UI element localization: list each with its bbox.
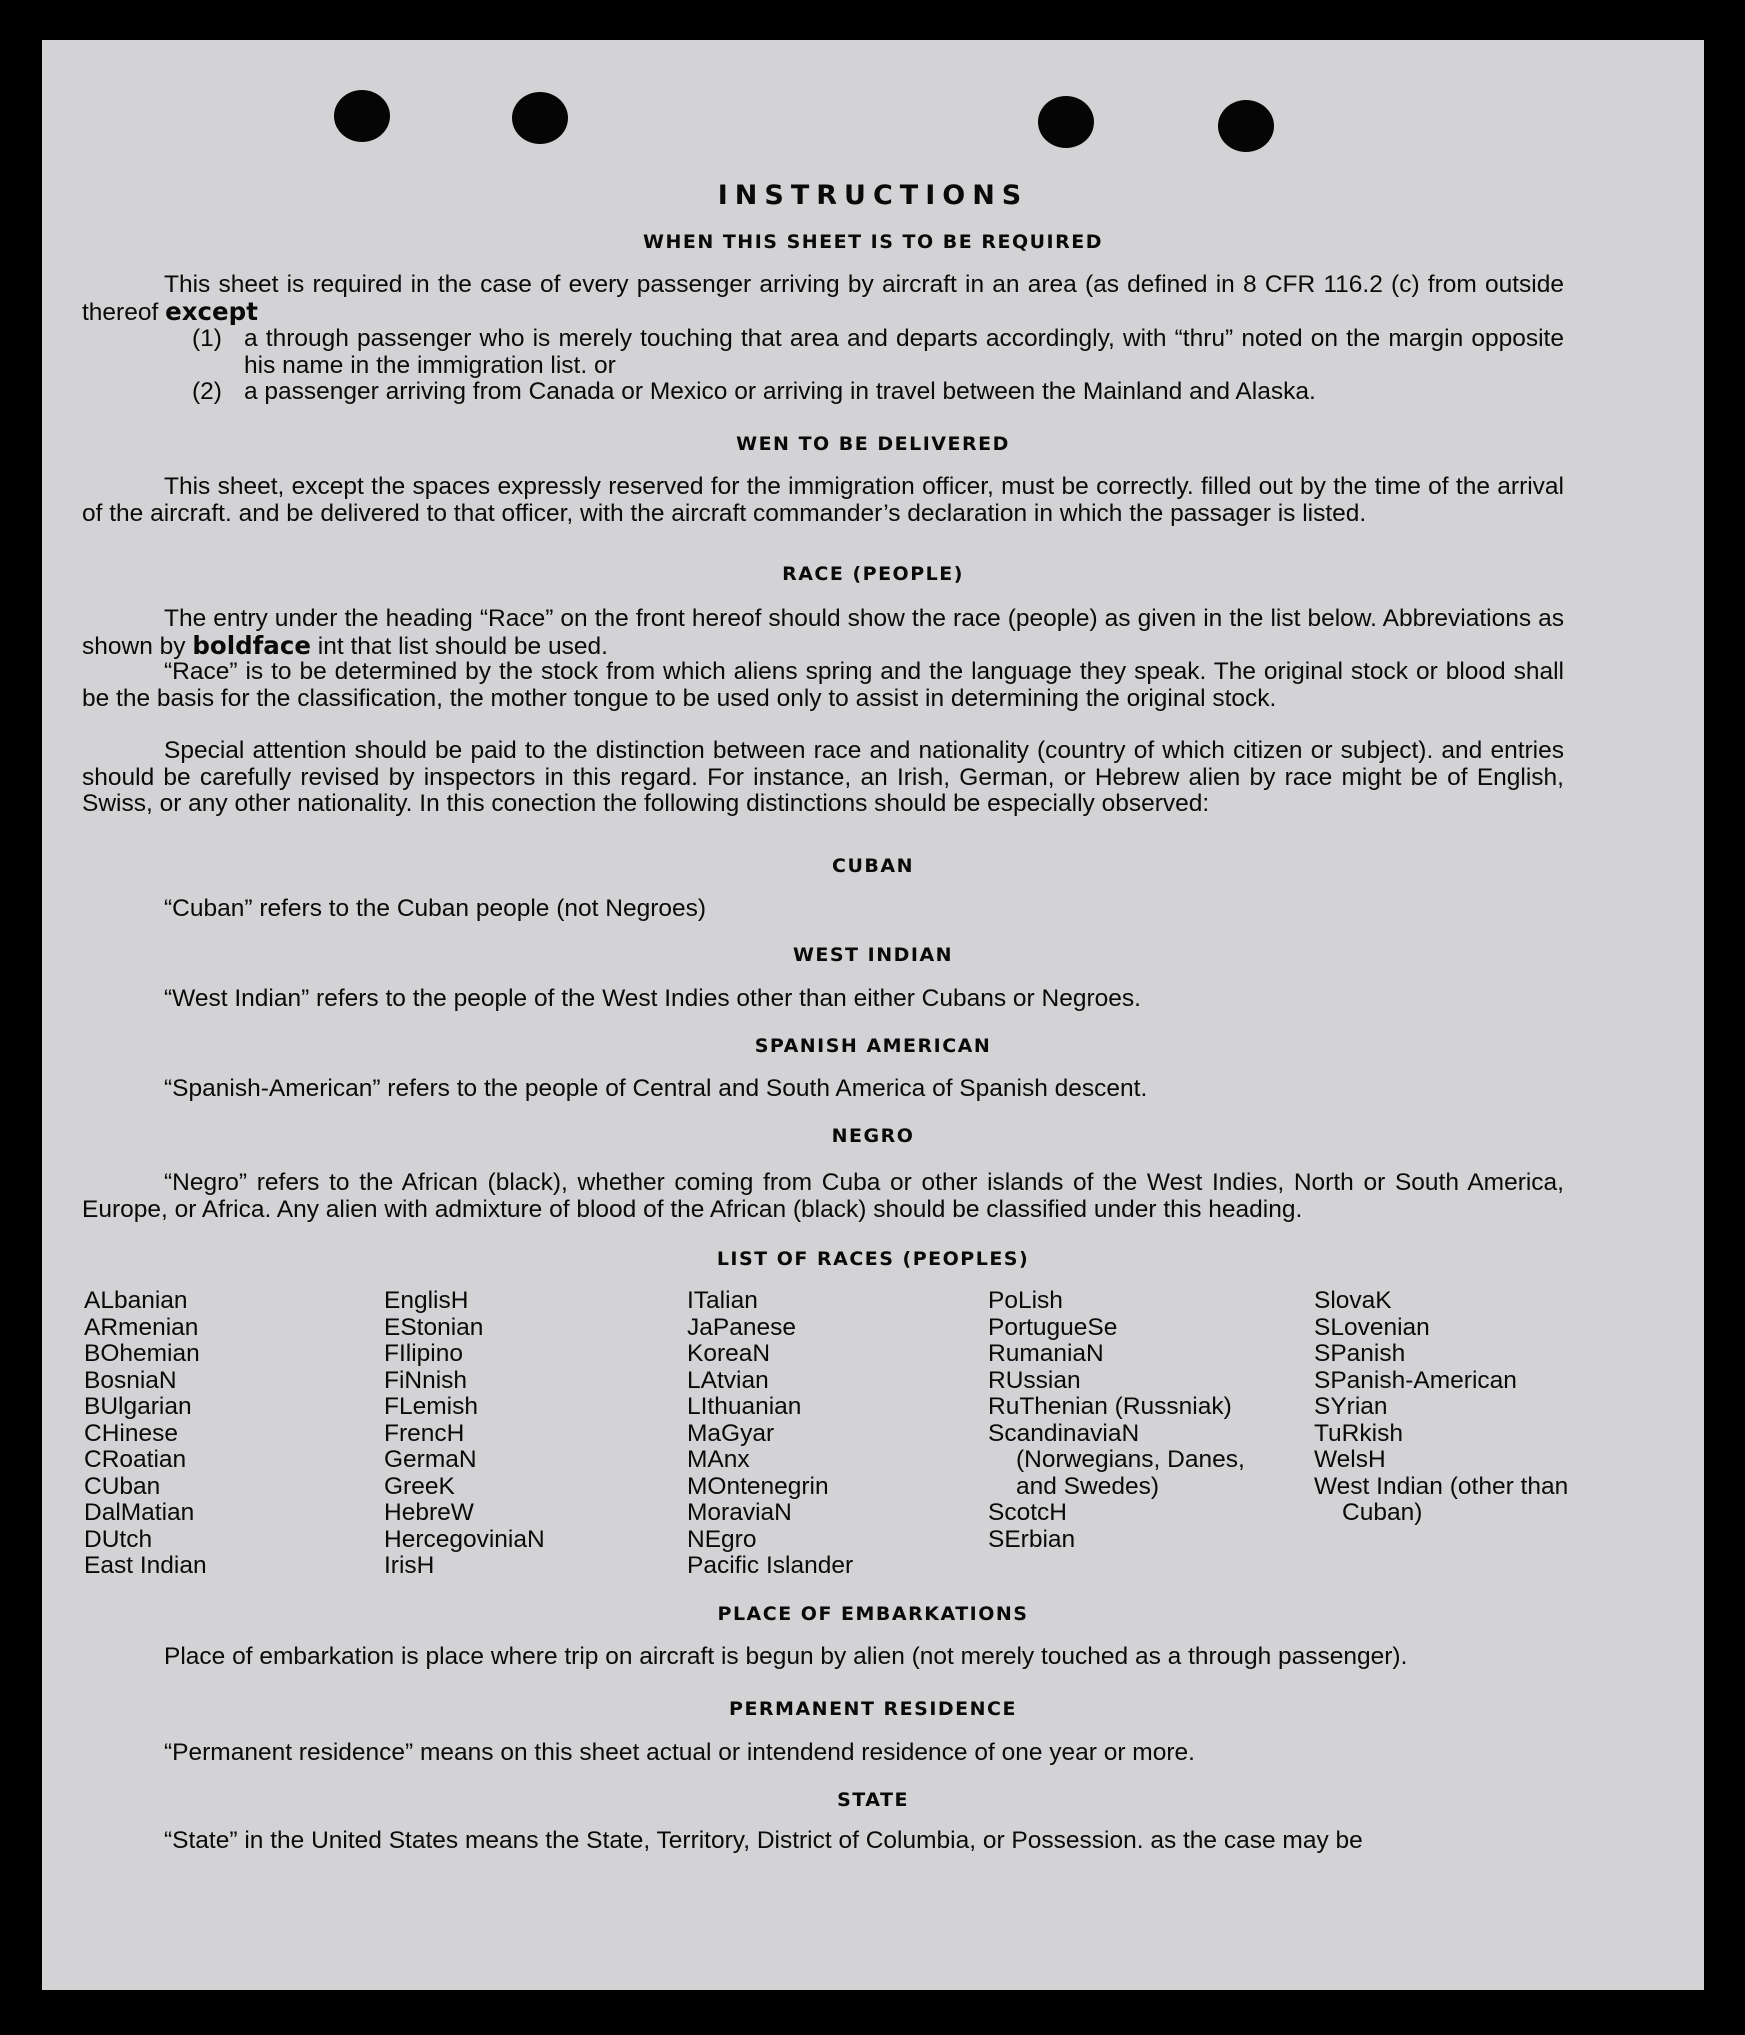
race-item: GermaN bbox=[384, 1446, 477, 1473]
race-item: TuRkish bbox=[1314, 1419, 1403, 1447]
embarkation-text: Place of embarkation is place where trip on aircraft is begun by alien (not merely touched as a through passenger). bbox=[164, 1643, 1408, 1670]
section-title-negro: NEGRO bbox=[831, 1125, 915, 1147]
race-item: NEgro bbox=[687, 1525, 757, 1553]
delivered-text: This sheet, except the spaces expressly reserved for the immigration officer, must be correctly. filled out by the time of the arrival of the aircraft. and be delivered to that officer, with the aircraft commander’s declaration in which the passager is listed. bbox=[82, 473, 1564, 527]
race-item: RUssian bbox=[988, 1366, 1081, 1394]
west-indian-text: “West Indian” refers to the people of the West Indies other than either Cubans or Negroes. bbox=[164, 985, 1141, 1012]
punch-hole bbox=[512, 92, 568, 144]
race-item: MoraviaN bbox=[687, 1499, 792, 1526]
punch-hole bbox=[1218, 100, 1274, 152]
race-item: DalMatian bbox=[84, 1499, 195, 1526]
race-item: BosniaN bbox=[84, 1366, 177, 1394]
race-item: BOhemian bbox=[84, 1340, 200, 1367]
section-title-spanish-american: SPANISH AMERICAN bbox=[754, 1035, 992, 1057]
residence-text: “Permanent residence” means on this sheet actual or intendend residence of one year or more. bbox=[164, 1739, 1195, 1766]
race-item: FLemish bbox=[384, 1393, 478, 1420]
punch-hole bbox=[1038, 96, 1094, 148]
race-item: RuThenian (Russniak) bbox=[988, 1393, 1232, 1420]
race-item: MOntenegrin bbox=[687, 1472, 829, 1500]
race-paragraph-1: The entry under the heading “Race” on the front hereof should show the race (people) as given in the list below. Abbreviations as shown by boldface int that list should be used. bbox=[82, 605, 1564, 660]
page-title: INSTRUCTIONS bbox=[717, 180, 1029, 211]
race-item: GreeK bbox=[384, 1472, 455, 1500]
race-item: ScandinaviaN (Norwegians, Danes, and Swedes) bbox=[988, 1419, 1245, 1500]
required-item-2: (2) a passenger arriving from Canada or Mexico or arriving in travel between the Mainland and Alaska. bbox=[192, 378, 1316, 405]
state-text: “State” in the United States means the State, Territory, District of Columbia, or Possession. as the case may be bbox=[164, 1827, 1363, 1854]
required-item-1: (1) a through passenger who is merely touching that area and departs accordingly, with “thru” noted on the margin opposite his name in the immigration list. or bbox=[192, 325, 1564, 379]
race-item: CRoatian bbox=[84, 1446, 187, 1473]
race-item: CUban bbox=[84, 1472, 161, 1500]
races-column-2 bbox=[384, 1288, 545, 1580]
race-item: SLovenian bbox=[1314, 1313, 1430, 1341]
race-item: WelsH bbox=[1314, 1446, 1386, 1473]
section-title-race: RACE (PEOPLE) bbox=[782, 563, 964, 585]
race-item: FiNnish bbox=[384, 1366, 468, 1394]
race-item: KoreaN bbox=[687, 1340, 771, 1367]
section-title-state: STATE bbox=[837, 1789, 909, 1811]
race-item: EnglisH bbox=[384, 1287, 469, 1314]
race-item: LAtvian bbox=[687, 1366, 769, 1394]
section-title-west-indian: WEST INDIAN bbox=[792, 944, 954, 966]
cuban-text: “Cuban” refers to the Cuban people (not Negroes) bbox=[164, 895, 707, 922]
race-item: Pacific Islander bbox=[687, 1552, 854, 1579]
race-item: MAnx bbox=[687, 1446, 750, 1473]
section-title-required: WHEN THIS SHEET IS TO BE REQUIRED bbox=[642, 231, 1103, 253]
section-title-embarkation: PLACE OF EMBARKATIONS bbox=[717, 1603, 1029, 1625]
race-item: FIlipino bbox=[384, 1340, 463, 1367]
races-column-4 bbox=[988, 1288, 1286, 1553]
race-item: RumaniaN bbox=[988, 1340, 1104, 1367]
negro-text: “Negro” refers to the African (black), whether coming from Cuba or other islands of the West Indies, North or South America, Europe, or Africa. Any alien with admixture of blood of the African (black) should be classified under this heading. bbox=[82, 1169, 1564, 1223]
race-item: BUlgarian bbox=[84, 1393, 192, 1420]
race-paragraph-2: “Race” is to be determined by the stock from which aliens spring and the language they speak. The original stock or blood shall be the basis for the classification, the mother tongue to be used only to assist in determining the original stock. bbox=[82, 658, 1564, 712]
race-item: SYrian bbox=[1314, 1393, 1388, 1420]
race-item: MaGyar bbox=[687, 1419, 775, 1447]
race-item: SErbian bbox=[988, 1525, 1076, 1553]
race-item: ScotcH bbox=[988, 1499, 1067, 1526]
race-item: ARmenian bbox=[84, 1313, 199, 1341]
race-item: SlovaK bbox=[1314, 1287, 1392, 1314]
race-item: ITalian bbox=[687, 1287, 758, 1314]
race-item: West Indian (other than Cuban) bbox=[1314, 1472, 1569, 1526]
race-item: HercegoviniaN bbox=[384, 1525, 545, 1553]
race-item: LIthuanian bbox=[687, 1393, 802, 1420]
race-item: FrencH bbox=[384, 1419, 465, 1447]
race-item: DUtch bbox=[84, 1525, 153, 1553]
races-column-1 bbox=[84, 1288, 207, 1580]
race-item: IrisH bbox=[384, 1552, 435, 1579]
section-title-list-of-races: LIST OF RACES (PEOPLES) bbox=[716, 1248, 1030, 1270]
race-item: PortugueSe bbox=[988, 1313, 1118, 1341]
race-item: PoLish bbox=[988, 1287, 1063, 1314]
section-title-delivered: WEN TO BE DELIVERED bbox=[736, 433, 1010, 455]
race-item: HebreW bbox=[384, 1499, 474, 1526]
document-sheet bbox=[42, 40, 1704, 1990]
punch-hole bbox=[334, 90, 390, 142]
race-item: JaPanese bbox=[687, 1313, 796, 1341]
race-item: East Indian bbox=[84, 1552, 207, 1579]
section-title-residence: PERMANENT RESIDENCE bbox=[729, 1698, 1017, 1720]
required-intro: This sheet is required in the case of every passenger arriving by aircraft in an area (as defined in 8 CFR 116.2 (c) from outside thereof except bbox=[82, 271, 1564, 326]
races-column-3 bbox=[687, 1288, 853, 1580]
race-item: SPanish bbox=[1314, 1340, 1406, 1367]
race-item: SPanish-American bbox=[1314, 1366, 1517, 1394]
spanish-american-text: “Spanish-American” refers to the people of Central and South America of Spanish descent. bbox=[164, 1075, 1148, 1102]
races-column-5 bbox=[1314, 1288, 1592, 1527]
race-item: EStonian bbox=[384, 1313, 484, 1341]
race-item: CHinese bbox=[84, 1419, 178, 1447]
race-paragraph-3: Special attention should be paid to the distinction between race and nationality (country of which citizen or subject). and entries should be carefully revised by inspectors in this regard. For instance, an Irish, German, or Hebrew alien by race might be of English, Swiss, or any other nationality. In this conection the following distinctions should be especially observed: bbox=[82, 737, 1564, 817]
section-title-cuban: CUBAN bbox=[832, 855, 914, 877]
race-item: ALbanian bbox=[84, 1287, 188, 1314]
